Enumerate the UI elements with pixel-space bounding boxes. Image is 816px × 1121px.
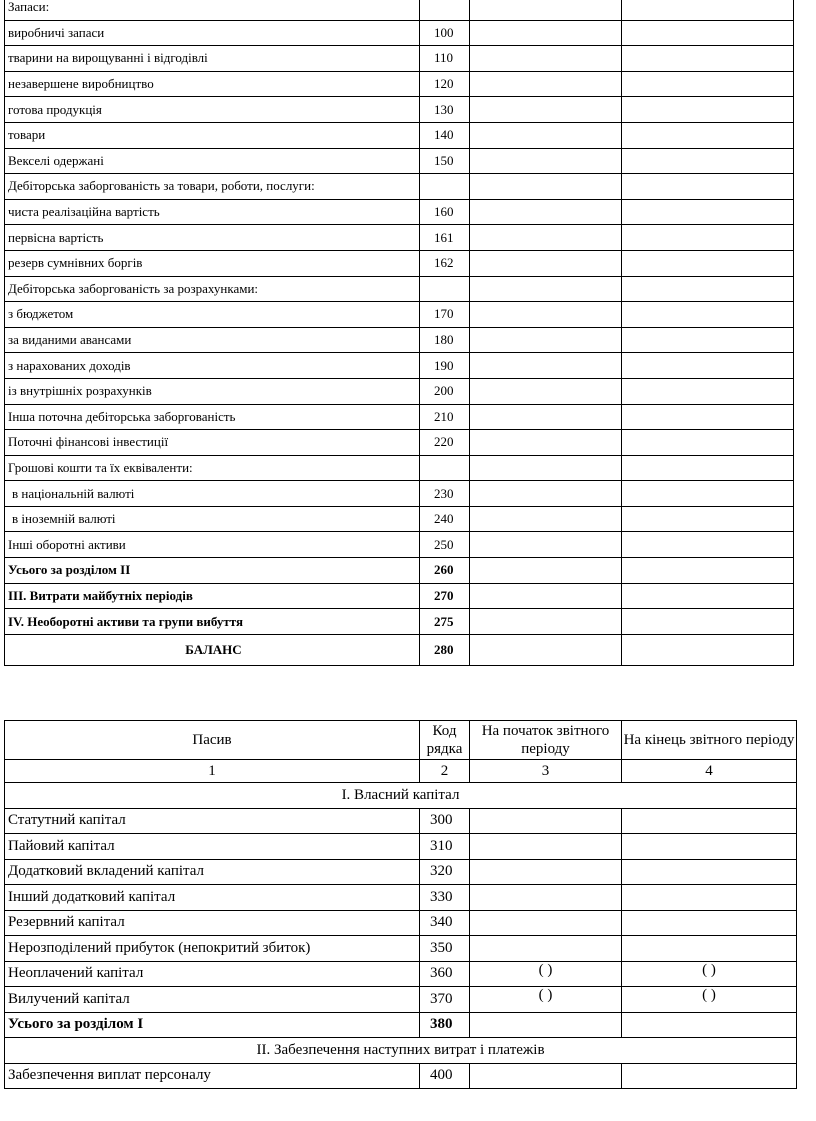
table-row [5, 276, 794, 302]
end-value-cell [622, 97, 794, 123]
row-label: чиста реалізаційна вартість [5, 199, 420, 225]
start-value-cell [470, 885, 622, 911]
start-value-cell [470, 148, 622, 174]
start-value-cell [470, 404, 622, 430]
table-row [5, 430, 794, 456]
assets-table [4, 0, 794, 666]
start-value-cell [470, 834, 622, 860]
start-value-cell [470, 558, 622, 584]
row-label: Векселі одержані [5, 148, 420, 174]
table-row [5, 46, 794, 72]
start-value-cell [470, 122, 622, 148]
end-value-cell [622, 327, 794, 353]
table-row [5, 1063, 797, 1089]
table-row [5, 583, 794, 609]
start-value-cell [470, 506, 622, 532]
table-row [5, 910, 797, 936]
start-value-cell [470, 20, 622, 46]
row-label: в іноземній валюті [5, 506, 420, 532]
column-number: 4 [622, 760, 797, 783]
section-heading-row [5, 783, 797, 809]
row-code: 300 [420, 808, 470, 834]
row-label: Поточні фінансові інвестиції [5, 430, 420, 456]
balance-label: БАЛАНС [5, 634, 420, 665]
row-label: первісна вартість [5, 225, 420, 251]
table-row [5, 378, 794, 404]
end-value-cell [622, 353, 794, 379]
end-value-cell [622, 583, 794, 609]
row-label: з бюджетом [5, 302, 420, 328]
start-value-cell [470, 378, 622, 404]
row-code: 310 [420, 834, 470, 860]
end-value-cell [622, 481, 794, 507]
start-value-cell [470, 174, 622, 200]
table-row [5, 834, 797, 860]
end-value-cell [622, 936, 797, 962]
table-row [5, 174, 794, 200]
header-end-period: На кінець звітного періоду [622, 721, 797, 760]
row-label: із внутрішніх розрахунків [5, 378, 420, 404]
end-value-cell [622, 250, 794, 276]
row-label: з нарахованих доходів [5, 353, 420, 379]
table-row [5, 1012, 797, 1038]
row-code: 130 [420, 97, 470, 123]
section-title-equity: І. Власний капітал [5, 783, 797, 809]
row-label: Вилучений капітал [5, 987, 420, 1013]
row-label: Дебіторська заборгованість за товари, роботи, послуги: [5, 174, 420, 200]
column-number: 1 [5, 760, 420, 783]
end-value-cell [622, 634, 794, 665]
end-value-cell [622, 378, 794, 404]
row-code: 270 [420, 583, 470, 609]
start-value-cell [470, 634, 622, 665]
end-value-cell [622, 910, 797, 936]
table-row [5, 987, 797, 1013]
row-code: 360 [420, 961, 470, 987]
table-row [5, 20, 794, 46]
end-value-cell [622, 71, 794, 97]
row-code: 162 [420, 250, 470, 276]
start-value-cell [470, 609, 622, 635]
start-value-cell [470, 46, 622, 72]
row-code: 250 [420, 532, 470, 558]
row-label: Інший додатковий капітал [5, 885, 420, 911]
table-row [5, 302, 794, 328]
row-label: готова продукція [5, 97, 420, 123]
header-row [5, 721, 797, 760]
row-code: 275 [420, 609, 470, 635]
start-value-cell [470, 327, 622, 353]
row-label: в національній валюті [5, 481, 420, 507]
table-row [5, 97, 794, 123]
start-value-cell [470, 936, 622, 962]
table-row [5, 532, 794, 558]
row-label: Статутний капітал [5, 808, 420, 834]
start-value-cell [470, 199, 622, 225]
row-code: 320 [420, 859, 470, 885]
end-value-cell [622, 276, 794, 302]
end-value-cell [622, 0, 794, 20]
row-label: Грошові кошти та їх еквіваленти: [5, 455, 420, 481]
table-row [5, 936, 797, 962]
start-value-cell [470, 532, 622, 558]
end-value-cell [622, 122, 794, 148]
table-row [5, 199, 794, 225]
row-label: за виданими авансами [5, 327, 420, 353]
end-value-cell [622, 148, 794, 174]
column-number: 3 [470, 760, 622, 783]
row-code: 240 [420, 506, 470, 532]
end-value-cell [622, 302, 794, 328]
table-row [5, 558, 794, 584]
row-code: 200 [420, 378, 470, 404]
row-code: 120 [420, 71, 470, 97]
row-label: Інші оборотні активи [5, 532, 420, 558]
row-code: 350 [420, 936, 470, 962]
table-row [5, 327, 794, 353]
row-code: 180 [420, 327, 470, 353]
table-row [5, 250, 794, 276]
row-code: 110 [420, 46, 470, 72]
row-label: IV. Необоротні активи та групи вибуття [5, 609, 420, 635]
row-code: 220 [420, 430, 470, 456]
row-label: Резервний капітал [5, 910, 420, 936]
row-label: Неоплачений капітал [5, 961, 420, 987]
end-value-cell [622, 455, 794, 481]
row-code: 160 [420, 199, 470, 225]
table-row [5, 148, 794, 174]
row-code: 260 [420, 558, 470, 584]
end-value-cell [622, 506, 794, 532]
row-label: Дебіторська заборгованість за розрахунками: [5, 276, 420, 302]
liabilities-table [4, 720, 797, 1089]
row-label: Пайовий капітал [5, 834, 420, 860]
table-row [5, 961, 797, 987]
start-value-cell: ( ) [470, 961, 622, 987]
start-value-cell [470, 910, 622, 936]
end-value-cell [622, 404, 794, 430]
balance-total-row [5, 634, 794, 665]
row-label: Усього за розділом II [5, 558, 420, 584]
column-number: 2 [420, 760, 470, 783]
start-value-cell [470, 276, 622, 302]
section-heading-row [5, 1038, 797, 1064]
table-row [5, 859, 797, 885]
table-row [5, 0, 794, 20]
row-code: 150 [420, 148, 470, 174]
start-value-cell [470, 455, 622, 481]
end-value-cell [622, 834, 797, 860]
end-value-cell [622, 20, 794, 46]
row-label: незавершене виробництво [5, 71, 420, 97]
row-label: III. Витрати майбутніх періодів [5, 583, 420, 609]
table-row [5, 481, 794, 507]
start-value-cell [470, 225, 622, 251]
end-value-cell [622, 532, 794, 558]
table-row [5, 353, 794, 379]
start-value-cell [470, 0, 622, 20]
end-value-cell [622, 885, 797, 911]
row-label: Запаси: [5, 0, 420, 20]
row-code: 280 [420, 634, 470, 665]
end-value-cell [622, 859, 797, 885]
row-code: 370 [420, 987, 470, 1013]
end-value-cell [622, 1012, 797, 1038]
row-label: Нерозподілений прибуток (непокритий збиток) [5, 936, 420, 962]
row-code [420, 276, 470, 302]
start-value-cell [470, 808, 622, 834]
row-code: 140 [420, 122, 470, 148]
table-row [5, 506, 794, 532]
start-value-cell [470, 481, 622, 507]
row-code: 190 [420, 353, 470, 379]
end-value-cell: ( ) [622, 987, 797, 1013]
table-row [5, 455, 794, 481]
row-code: 380 [420, 1012, 470, 1038]
end-value-cell [622, 609, 794, 635]
table-row [5, 885, 797, 911]
row-code: 100 [420, 20, 470, 46]
header-passive: Пасив [5, 721, 420, 760]
start-value-cell [470, 353, 622, 379]
start-value-cell [470, 1012, 622, 1038]
row-label: резерв сумнівних боргів [5, 250, 420, 276]
row-label: Додатковий вкладений капітал [5, 859, 420, 885]
start-value-cell [470, 250, 622, 276]
end-value-cell [622, 430, 794, 456]
start-value-cell [470, 583, 622, 609]
section-title-provisions: II. Забезпечення наступних витрат і платежів [5, 1038, 797, 1064]
row-label: Забезпечення виплат персоналу [5, 1063, 420, 1089]
column-numbers-row [5, 760, 797, 783]
row-code [420, 174, 470, 200]
table-row [5, 609, 794, 635]
row-label: виробничі запаси [5, 20, 420, 46]
row-label: товари [5, 122, 420, 148]
table-row [5, 808, 797, 834]
end-value-cell [622, 46, 794, 72]
end-value-cell: ( ) [622, 961, 797, 987]
start-value-cell [470, 430, 622, 456]
row-code: 340 [420, 910, 470, 936]
end-value-cell [622, 808, 797, 834]
start-value-cell [470, 302, 622, 328]
row-label: Усього за розділом I [5, 1012, 420, 1038]
table-row [5, 122, 794, 148]
row-label: Інша поточна дебіторська заборгованість [5, 404, 420, 430]
table-row [5, 71, 794, 97]
row-code [420, 0, 470, 20]
header-start-period: На початок звітного періоду [470, 721, 622, 760]
header-code: Код рядка [420, 721, 470, 760]
row-code: 400 [420, 1063, 470, 1089]
row-code: 161 [420, 225, 470, 251]
end-value-cell [622, 174, 794, 200]
start-value-cell [470, 71, 622, 97]
row-code: 230 [420, 481, 470, 507]
start-value-cell [470, 97, 622, 123]
end-value-cell [622, 1063, 797, 1089]
row-code: 170 [420, 302, 470, 328]
row-code: 210 [420, 404, 470, 430]
row-code [420, 455, 470, 481]
row-code: 330 [420, 885, 470, 911]
start-value-cell [470, 1063, 622, 1089]
end-value-cell [622, 225, 794, 251]
row-label: тварини на вирощуванні і відгодівлі [5, 46, 420, 72]
start-value-cell: ( ) [470, 987, 622, 1013]
end-value-cell [622, 558, 794, 584]
start-value-cell [470, 859, 622, 885]
end-value-cell [622, 199, 794, 225]
table-row [5, 404, 794, 430]
table-row [5, 225, 794, 251]
